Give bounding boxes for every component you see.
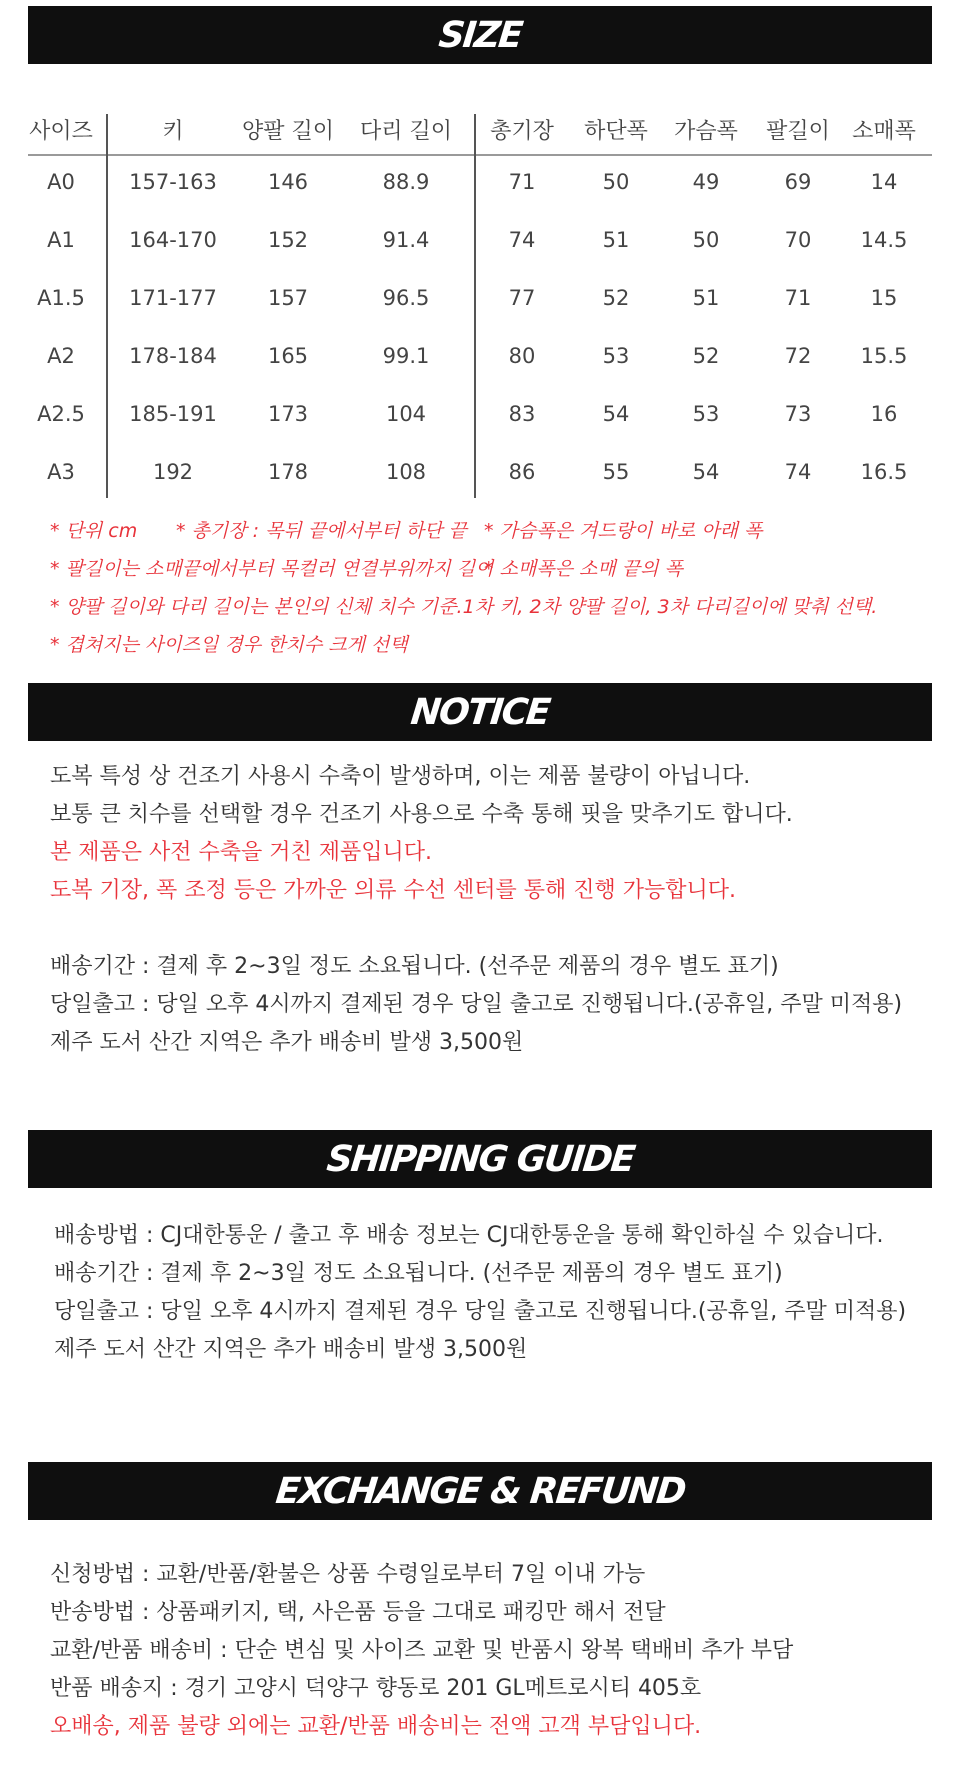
size-note-line — [50, 512, 930, 550]
exchange-line-highlight: 오배송, 제품 불량 외에는 교환/반품 배송비는 전액 고객 부담입니다. — [50, 1714, 702, 1739]
shipping-line: 배송방법 : CJ대한통운 / 출고 후 배송 정보는 CJ대한통운을 통해 확인하실 수 있습니다. — [54, 1223, 884, 1248]
table-cell: 55 — [602, 460, 630, 484]
table-cell: 14 — [870, 170, 898, 194]
size-label-cell: A1 — [47, 228, 75, 252]
notice-line-highlight: 본 제품은 사전 수축을 거친 제품입니다. — [50, 840, 432, 865]
notice-line: 당일출고 : 당일 오후 4시까지 결제된 경우 당일 출고로 진행됩니다.(공휴일, 주말 미적용) — [50, 992, 903, 1017]
table-cell: 157-163 — [129, 170, 217, 194]
exchange-text — [50, 1556, 940, 1746]
table-cell: 15 — [870, 286, 898, 310]
size-note: * 양팔 길이와 다리 길이는 본인의 신체 치수 기준.1차 키, 2차 양팔 길이, 3차 다리길이에 맞춰 선택. — [50, 596, 878, 618]
table-cell: 50 — [602, 170, 630, 194]
size-label-cell: A1.5 — [37, 286, 85, 310]
table-cell: 164-170 — [129, 228, 217, 252]
table-cell: 69 — [784, 170, 812, 194]
notice-text — [50, 758, 940, 1062]
exchange-line: 반송방법 : 상품패키지, 택, 사은품 등을 그대로 패킹만 해서 전달 — [50, 1600, 666, 1625]
table-cell: 54 — [602, 402, 630, 426]
exchange-line: 교환/반품 배송비 : 단순 변심 및 사이즈 교환 및 반품시 왕복 택배비 추가 부담 — [50, 1638, 794, 1663]
table-cell: 146 — [267, 170, 309, 194]
size-banner — [28, 6, 932, 64]
size-note-line — [50, 588, 930, 626]
notice-title: NOTICE — [408, 691, 551, 733]
table-cell: 53 — [602, 344, 630, 368]
table-cell: 173 — [267, 402, 309, 426]
shipping-banner — [28, 1130, 932, 1188]
column-header: 팔길이 — [766, 119, 830, 144]
column-header: 키 — [162, 119, 184, 144]
table-cell: 72 — [784, 344, 812, 368]
table-cell: 80 — [508, 344, 536, 368]
table-cell: 108 — [385, 460, 427, 484]
table-cell: 185-191 — [129, 402, 217, 426]
column-header: 하단폭 — [584, 119, 648, 144]
table-cell: 165 — [267, 344, 309, 368]
size-title: SIZE — [436, 14, 524, 56]
notice-banner — [28, 683, 932, 741]
size-label-cell: A3 — [47, 460, 75, 484]
table-cell: 157 — [267, 286, 309, 310]
exchange-line: 신청방법 : 교환/반품/환불은 상품 수령일로부터 7일 이내 가능 — [50, 1562, 646, 1587]
size-label-cell: A2.5 — [37, 402, 85, 426]
exchange-line: 반품 배송지 : 경기 고양시 덕양구 향동로 201 GL메트로시티 405호 — [50, 1676, 702, 1701]
table-cell: 16.5 — [860, 460, 908, 484]
notice-line: 제주 도서 산간 지역은 추가 배송비 발생 3,500원 — [50, 1030, 524, 1055]
table-cell: 73 — [784, 402, 812, 426]
table-cell: 71 — [508, 170, 536, 194]
size-notes — [50, 512, 930, 664]
table-cell: 83 — [508, 402, 536, 426]
table-cell: 86 — [508, 460, 536, 484]
shipping-line: 배송기간 : 결제 후 2~3일 정도 소요됩니다. (선주문 제품의 경우 별도 표기) — [54, 1261, 783, 1286]
column-header: 총기장 — [490, 119, 554, 144]
table-cell: 91.4 — [382, 228, 430, 252]
table-cell: 104 — [385, 402, 427, 426]
exchange-banner — [28, 1462, 932, 1520]
notice-line: 보통 큰 치수를 선택할 경우 건조기 사용으로 수축 통해 핏을 맞추기도 합니다. — [50, 802, 793, 827]
notice-line-highlight: 도복 기장, 폭 조정 등은 가까운 의류 수선 센터를 통해 진행 가능합니다. — [50, 878, 736, 903]
shipping-line: 제주 도서 산간 지역은 추가 배송비 발생 3,500원 — [54, 1337, 528, 1362]
table-cell: 49 — [692, 170, 720, 194]
table-cell: 50 — [692, 228, 720, 252]
size-note: * 팔길이는 소매끝에서부터 목컬러 연결부위까지 길이 — [50, 558, 494, 580]
table-cell: 53 — [692, 402, 720, 426]
notice-line: 도복 특성 상 건조기 사용시 수축이 발생하며, 이는 제품 불량이 아닙니다. — [50, 764, 751, 789]
table-cell: 192 — [152, 460, 194, 484]
shipping-title: SHIPPING GUIDE — [324, 1138, 636, 1180]
table-cell: 171-177 — [129, 286, 217, 310]
table-cell: 51 — [602, 228, 630, 252]
table-cell: 71 — [784, 286, 812, 310]
column-header: 양팔 길이 — [241, 119, 334, 144]
table-cell: 70 — [784, 228, 812, 252]
size-label-cell: A0 — [47, 170, 75, 194]
size-table — [28, 106, 932, 498]
column-header: 사이즈 — [29, 119, 93, 144]
notice-spacer — [50, 910, 940, 948]
table-cell: 74 — [784, 460, 812, 484]
table-cell: 88.9 — [382, 170, 430, 194]
column-header: 가슴폭 — [674, 119, 738, 144]
table-cell: 99.1 — [382, 344, 430, 368]
table-cell: 52 — [602, 286, 630, 310]
shipping-line: 당일출고 : 당일 오후 4시까지 결제된 경우 당일 출고로 진행됩니다.(공휴일, 주말 미적용) — [54, 1299, 907, 1324]
table-cell: 77 — [508, 286, 536, 310]
table-cell: 152 — [267, 228, 309, 252]
size-note-line — [50, 550, 930, 588]
table-cell: 15.5 — [860, 344, 908, 368]
column-header: 소매폭 — [852, 119, 916, 144]
table-cell: 16 — [870, 402, 898, 426]
table-cell: 74 — [508, 228, 536, 252]
exchange-title: EXCHANGE & REFUND — [273, 1470, 687, 1512]
size-note: * 소매폭은 소매 끝의 폭 — [484, 558, 683, 580]
header-divider — [28, 154, 932, 156]
size-note: * 가슴폭은 겨드랑이 바로 아래 폭 — [484, 520, 763, 542]
table-cell: 96.5 — [382, 286, 430, 310]
size-note: * 단위 cm — [50, 520, 138, 542]
column-header: 다리 길이 — [359, 119, 452, 144]
size-note-line — [50, 626, 930, 664]
notice-line: 배송기간 : 결제 후 2~3일 정도 소요됩니다. (선주문 제품의 경우 별도 표기) — [50, 954, 779, 979]
table-cell: 52 — [692, 344, 720, 368]
shipping-text — [54, 1217, 944, 1369]
table-cell: 178 — [267, 460, 309, 484]
table-cell: 14.5 — [860, 228, 908, 252]
size-note: * 겹쳐지는 사이즈일 경우 한치수 크게 선택 — [50, 634, 408, 656]
size-label-cell: A2 — [47, 344, 75, 368]
table-cell: 54 — [692, 460, 720, 484]
table-cell: 51 — [692, 286, 720, 310]
size-note: * 총기장 : 목뒤 끝에서부터 하단 끝 — [176, 520, 467, 542]
table-cell: 178-184 — [129, 344, 217, 368]
